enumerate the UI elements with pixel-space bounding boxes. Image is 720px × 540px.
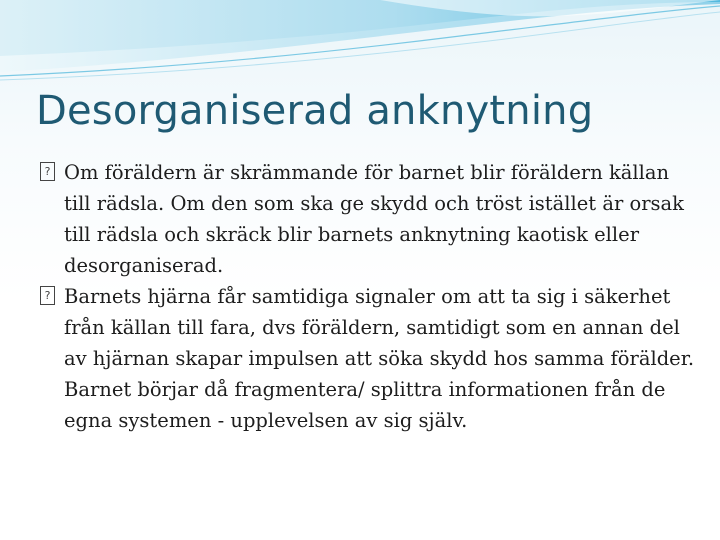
missing-glyph-icon: ? bbox=[40, 286, 55, 305]
bullet-paragraph bbox=[40, 281, 700, 436]
header-wave-decoration bbox=[0, 0, 720, 90]
bullet-paragraph bbox=[40, 157, 700, 281]
bullet-text: Barnets hjärna får samtidiga signaler om att ta sig i säkerhet från källan till fara, dvs föräldern, samtidigt som en annan del av hjärnan skapar impulsen att söka skydd hos samma förälder. Barnet börjar då fragmentera/ splittra informationen från de egna systemen - upplevelsen av sig själv. bbox=[64, 285, 695, 432]
bullet-text: Om föräldern är skrämmande för barnet blir föräldern källan till rädsla. Om den som ska ge skydd och tröst istället är orsak till rädsla och skräck blir barnets anknytning kaotisk eller desorganiserad. bbox=[64, 161, 684, 277]
slide-title: Desorganiserad anknytning bbox=[36, 88, 594, 134]
missing-glyph-icon: ? bbox=[40, 162, 55, 181]
slide-content bbox=[40, 157, 700, 436]
